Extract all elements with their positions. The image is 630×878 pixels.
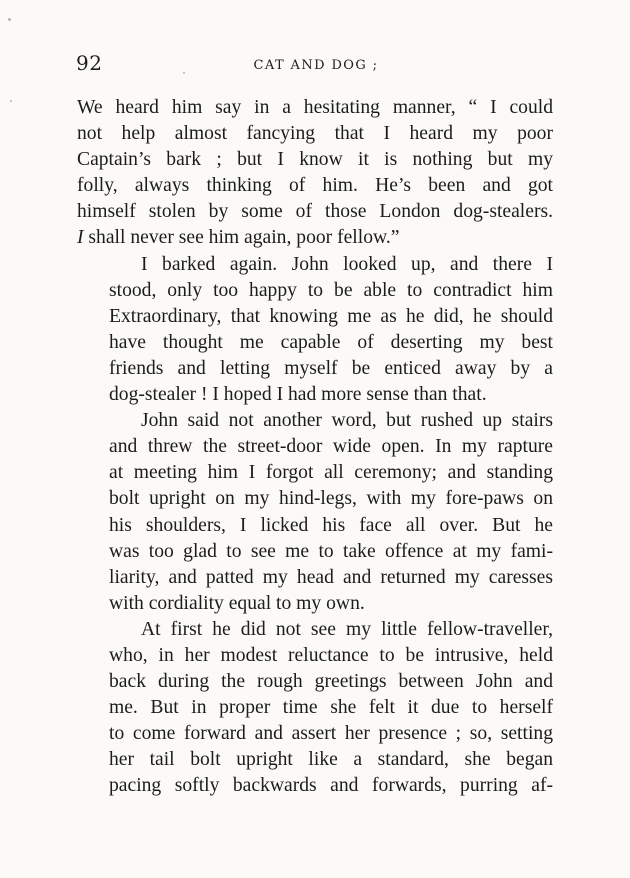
body-text (77, 95, 553, 800)
text-line: Extraordinary, that knowing me as he did, he should (109, 305, 553, 327)
text-line: his shoulders, I licked his face all over. But he (109, 514, 553, 536)
paper-speck (183, 72, 185, 74)
paragraph (77, 252, 553, 409)
text-line: At first he did not see my little fellow-traveller, (141, 618, 553, 640)
text-line: and threw the street-door wide open. In my rapture (109, 436, 553, 458)
text-line: her tail bolt upright like a standard, she began (109, 749, 553, 771)
text-line: liarity, and patted my head and returned my caresses (109, 566, 553, 588)
text-line: with cordiality equal to my own. (109, 592, 365, 614)
text-line: have thought me capable of deserting my best (109, 331, 553, 353)
text-line: I shall never see him again, poor fellow.” (77, 227, 400, 249)
paper-speck (10, 100, 12, 102)
text-line: I barked again. John looked up, and there I (141, 253, 553, 275)
paragraph (77, 408, 553, 617)
text-line: back during the rough greetings between John and (109, 671, 553, 693)
paragraph (77, 617, 553, 800)
text-line: John said not another word, but rushed up stairs (141, 410, 553, 432)
text-line: to come forward and assert her presence ; so, setting (109, 723, 553, 745)
text-line: dog-stealer ! I hoped I had more sense than that. (109, 384, 487, 406)
text-line: Captain’s bark ; but I know it is nothing but my (77, 149, 553, 171)
text-line: We heard him say in a hesitating manner, “ I could (77, 97, 553, 118)
page-number: 92 (76, 51, 103, 75)
text-line: me. But in proper time she felt it due to herself (109, 697, 553, 719)
paragraph (77, 95, 553, 252)
text-line: friends and letting myself be enticed away by a (109, 357, 553, 379)
text-line: himself stolen by some of those London dog-stealers. (77, 201, 553, 223)
text-line: stood, only too happy to be able to contradict him (109, 279, 553, 301)
text-line: who, in her modest reluctance to be intrusive, held (109, 644, 553, 666)
text-line: folly, always thinking of him. He’s been and got (77, 175, 553, 197)
text-line: bolt upright on my hind-legs, with my fore-paws on (109, 488, 553, 510)
text-line: not help almost fancying that I heard my poor (77, 123, 553, 145)
emphasis-i: I (77, 227, 84, 249)
running-head: CAT AND DOG ; (253, 58, 379, 73)
text-line: at meeting him I forgot all ceremony; and standing (109, 462, 553, 484)
text-line: was too glad to see me to take offence at my fami- (109, 540, 553, 562)
text-line: pacing softly backwards and forwards, purring af- (109, 775, 553, 797)
paper-speck (8, 18, 11, 21)
